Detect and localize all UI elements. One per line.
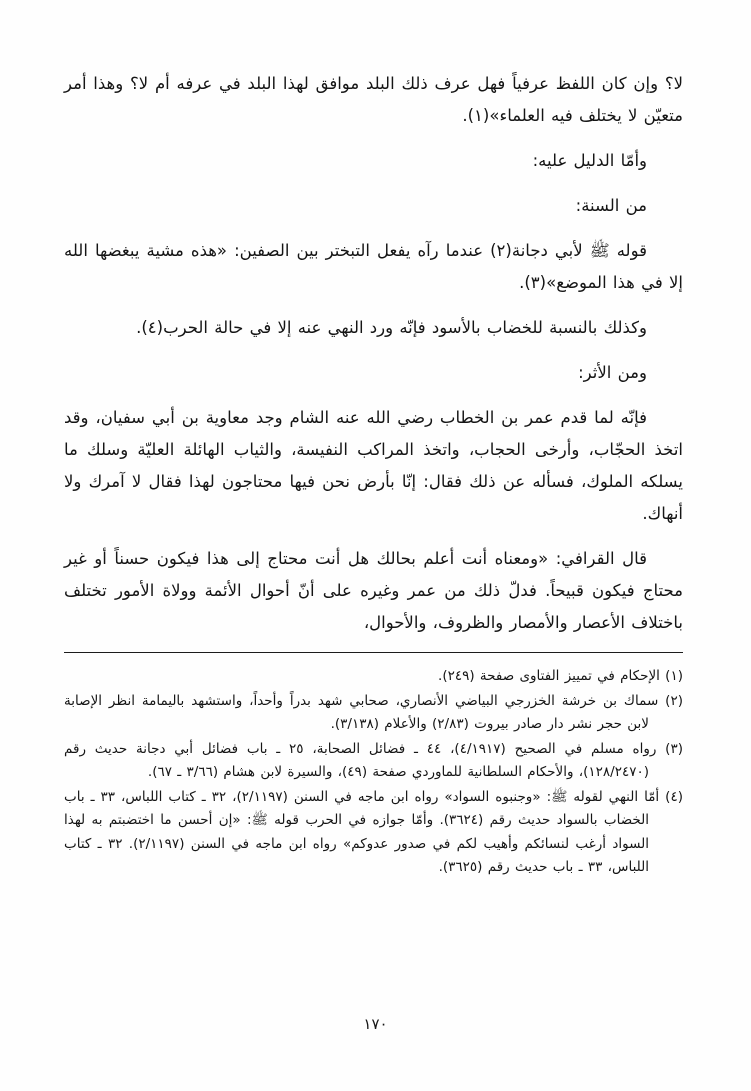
footnote-2: (٢) سماك بن خرشة الخزرجي البياضي الأنصاري، صحابي شهد بدراً وأحداً، واستشهد باليمامة انظر الإصابة لابن حجر نشر دار صادر بيروت (٢/٨٣) والأعلام (٣/١٣٨).: [64, 692, 683, 732]
body-paragraph-khidab: وكذلك بالنسبة للخضاب بالأسود فإنّه ورد النهي عنه إلا في حالة الحرب(٤).: [136, 318, 647, 337]
footnote-3: (٣) رواه مسلم في الصحيح (٤/١٩١٧)، ٤٤ ـ فضائل الصحابة، ٢٥ ـ باب فضائل أبي دجانة حديث رقم (١٢٨/٢٤٧٠)، والأحكام السلطانية للماوردي صفحة (٤٩)، والسيرة لابن هشام (٣/٦٦ ـ ٦٧).: [64, 740, 683, 780]
page-number: ١٧٠: [363, 1015, 388, 1033]
body-paragraph-umar-story: فإنّه لما قدم عمر بن الخطاب رضي الله عنه الشام وجد معاوية بن أبي سفيان، وقد اتخذ الحجّاب، وأرخى الحجاب، واتخذ المراكب النفيسة، والثياب الهائلة العليّة وسلك ما يسلكه الملوك، فسأله عن ذلك فقال: إنّا بأرض نحن فيها محتاجون لهذا فقال لا آمرك ولا أنهاك.: [64, 408, 683, 523]
section-heading-sunnah: من السنة:: [575, 196, 647, 215]
section-heading-athar: ومن الأثر:: [578, 363, 647, 382]
section-heading-evidence: وأمّا الدليل عليه:: [532, 151, 647, 170]
footnote-separator: [64, 652, 683, 653]
footnotes-block: [64, 665, 683, 880]
body-paragraph-continuation: لا؟ وإن كان اللفظ عرفياً فهل عرف ذلك البلد موافق لهذا البلد في عرفه أم لا؟ وهذا أمر متعيّن لا يختلف فيه العلماء»(١).: [64, 74, 683, 125]
body-paragraph-qarafi-quote: قال القرافي: «ومعناه أنت أعلم بحالك هل أنت محتاج إلى هذا فيكون حسناً أو غير محتاج فيكون قبيحاً. فدلّ ذلك من عمر وغيره على أنّ أحوال الأئمة وولاة الأمور تختلف باختلاف الأعصار والأمصار والظروف، والأحوال،: [64, 549, 683, 632]
body-paragraph-hadith: قوله ﷺ لأبي دجانة(٢) عندما رآه يفعل التبختر بين الصفين: «هذه مشية يبغضها الله إلا في هذا الموضع»(٣).: [64, 241, 683, 292]
footnote-4: (٤) أمّا النهي لقوله ﷺ: «وجنبوه السواد» رواه ابن ماجه في السنن (٢/١١٩٧)، ٣٢ ـ كتاب اللباس، ٣٣ ـ باب الخضاب بالسواد حديث رقم (٣٦٢٤). وأمّا جوازه في الحرب قوله ﷺ: «إن أحسن ما اختضبتم به لهذا السواد أرغب لنسائكم وأهيب لكم في صدور عدوكم» رواه ابن ماجه في السنن (٢/١١٩٧). ٣٢ ـ كتاب اللباس، ٣٣ ـ باب حديث رقم (٣٦٢٥).: [64, 788, 683, 875]
footnote-1: (١) الإحكام في تمييز الفتاوى صفحة (٢٤٩).: [438, 668, 683, 684]
body-text-block: [64, 68, 683, 639]
